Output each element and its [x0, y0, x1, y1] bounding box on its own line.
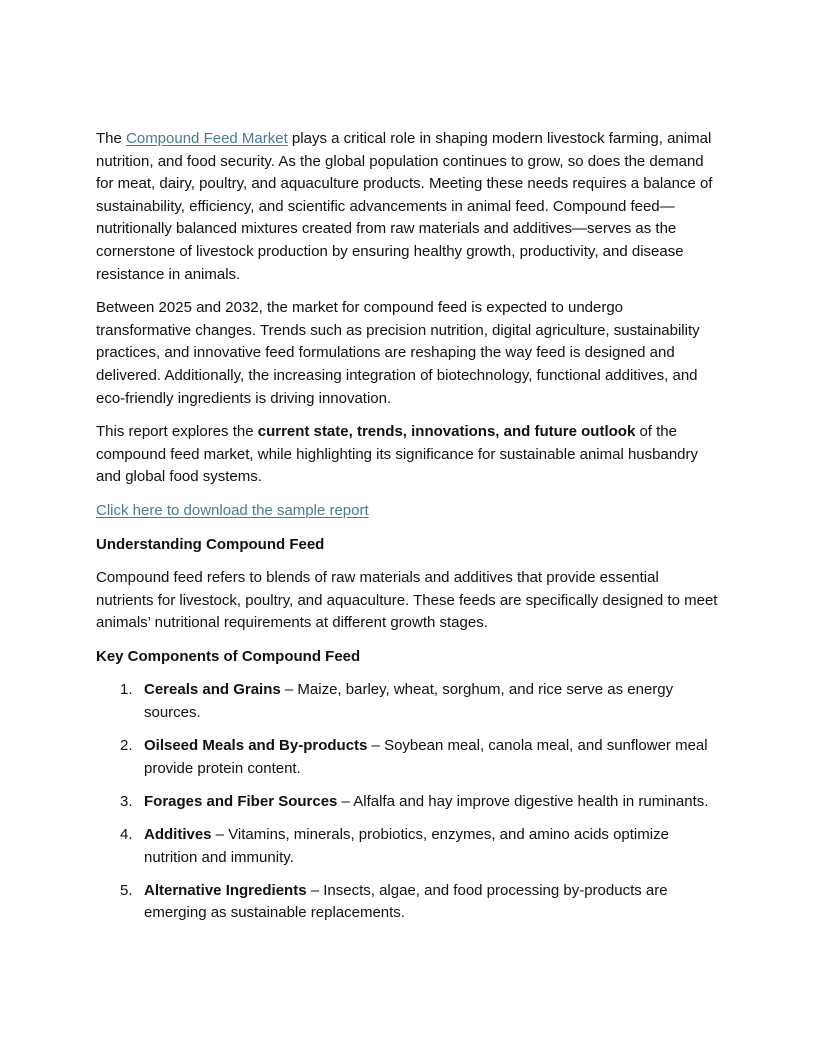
intro-paragraph-1	[96, 128, 720, 286]
intro-paragraph-2: Between 2025 and 2032, the market for compound feed is expected to undergo transformative changes. Trends such as precision nutrition, digital agriculture, sustainability practices, and innovative feed formulations are reshaping the way feed is designed and delivered. Additionally, the increasing integration of biotechnology, functional additives, and eco-friendly ingredients is driving innovation.	[96, 299, 700, 407]
list-item-term: Oilseed Meals and By-products	[144, 737, 368, 755]
list-item-term: Alternative Ingredients	[144, 881, 307, 899]
list-item-description: – Vitamins, minerals, probiotics, enzymes, and amino acids optimize nutrition and immunity.	[144, 825, 669, 866]
download-paragraph	[96, 500, 720, 523]
list-item	[96, 880, 720, 925]
intro-p3-before: This report explores the	[96, 423, 258, 441]
intro-p3-after: of the compound feed market, while highlighting its significance for sustainable animal husbandry and global food systems.	[96, 423, 699, 486]
intro-text-before-link: The	[96, 130, 127, 147]
intro-p3-bold: current state, trends, innovations, and future outlook	[257, 423, 636, 441]
intro-text-after-link: plays a critical role in shaping modern livestock farming, animal nutrition, and food security. As the global population continues to grow, so does the demand for meat, dairy, poultry, and aquaculture products. Meeting these needs requires a balance of sustainability, efficiency, and scientific advancements in animal feed. Compound feed—nutritionally balanced mixtures created from raw materials and additives—serves as the cornerstone of livestock production by ensuring healthy growth, productivity, and disease resistance in animals.	[96, 130, 713, 283]
compound-feed-market-link[interactable]: Compound Feed Market	[126, 130, 288, 147]
list-item-number: 2.	[120, 737, 133, 755]
list-item-description: – Insects, algae, and food processing by-products are emerging as sustainable replacements.	[144, 881, 668, 922]
list-item-number: 1.	[120, 681, 133, 699]
intro-paragraph-3	[96, 421, 720, 489]
list-item	[96, 679, 720, 724]
list-item-number: 4.	[120, 825, 133, 843]
list-item-description: – Maize, barley, wheat, sorghum, and rice serve as energy sources.	[144, 681, 674, 722]
list-item	[96, 824, 720, 869]
list-item-term: Forages and Fiber Sources	[144, 792, 338, 810]
list-item-description: – Soybean meal, canola meal, and sunflower meal provide protein content.	[144, 737, 708, 777]
components-list	[96, 679, 720, 924]
list-item	[96, 791, 720, 814]
list-item-number: 5.	[120, 881, 133, 899]
understanding-body: Compound feed refers to blends of raw materials and additives that provide essential nutrients for livestock, poultry, and aquaculture. These feeds are specifically designed to meet animals’ nutritional requirements at different growth stages.	[96, 569, 718, 632]
key-components-heading: Key Components of Compound Feed	[96, 647, 361, 665]
list-item-description: – Alfalfa and hay improve digestive health in ruminants.	[337, 792, 709, 810]
list-item-number: 3.	[120, 792, 133, 810]
list-item	[96, 735, 720, 780]
understanding-heading: Understanding Compound Feed	[96, 535, 325, 553]
list-item-term: Additives	[144, 825, 212, 843]
download-sample-report-link[interactable]: Click here to download the sample report	[96, 501, 369, 519]
list-item-term: Cereals and Grains	[144, 681, 281, 699]
